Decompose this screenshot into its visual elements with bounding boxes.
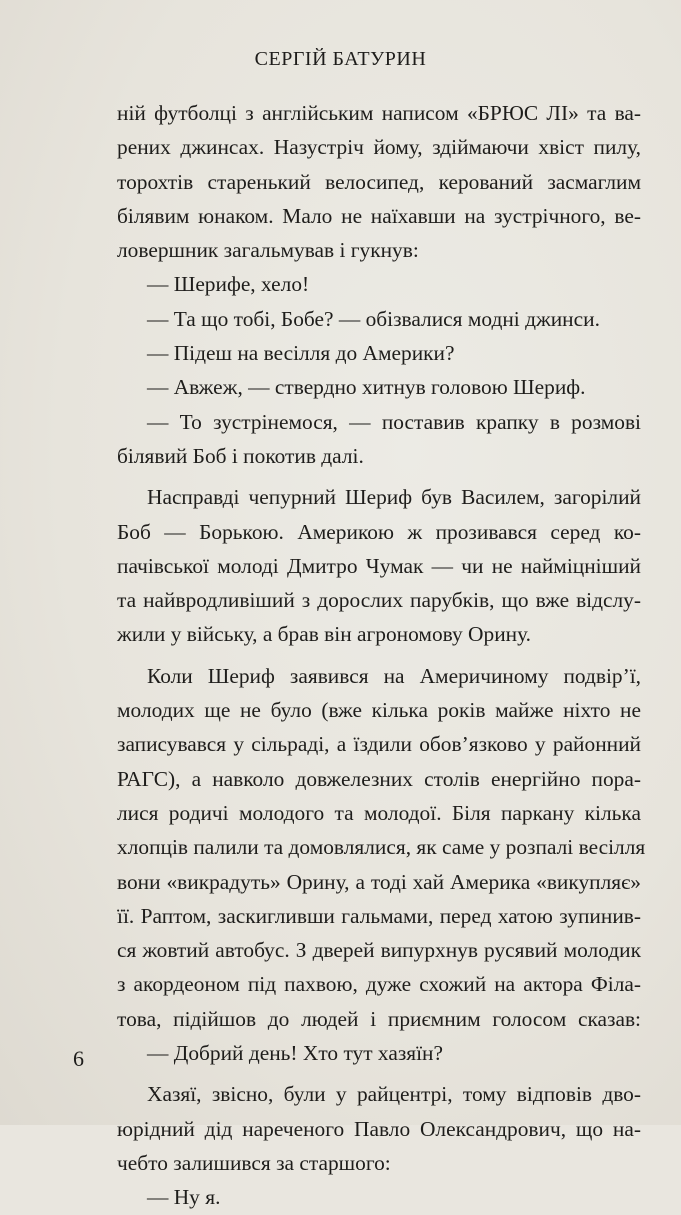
text-line: юрідний дід нареченого Павло Олександрович, що на-: [117, 1116, 641, 1141]
body-text: [117, 96, 646, 1215]
text-line: лися родичі молодого та молодої. Біля паркану кілька: [117, 800, 641, 825]
text-line: рених джинсах. Назустріч йому, здіймаючи хвіст пилу,: [117, 135, 641, 160]
text-line: ся жовтий автобус. З дверей випурхнув русявий молодик: [117, 938, 641, 963]
text-line: чебто залишився за старшого:: [117, 1150, 391, 1175]
text-line: Хазяї, звісно, були у райцентрі, тому відповів дво-: [147, 1082, 641, 1107]
text-line: білявий Боб і покотив далі.: [117, 443, 364, 468]
text-line: това, підійшов до людей і приємним голосом сказав:: [117, 1006, 641, 1031]
text-line: Коли Шериф заявився на Америчиному подвір’ї,: [147, 663, 641, 688]
text-line: — То зустрінемося, — поставив крапку в розмові: [147, 409, 641, 434]
text-line: записувався у сільраді, а їздили обов’язково у районний: [117, 732, 641, 757]
text-line: ловершник загальмував і гукнув:: [117, 238, 419, 263]
text-line: вони «викрадуть» Орину, а тоді хай Америка «викупляє»: [117, 869, 641, 894]
text-line: РАГС), а навколо довжелезних столів енергійно пора-: [117, 766, 641, 791]
text-line: — Добрий день! Хто тут хазяїн?: [147, 1041, 443, 1066]
text-line: Боб — Борькою. Америкою ж прозивався серед ко-: [117, 519, 641, 544]
text-line: жили у війську, а брав він агрономову Орину.: [117, 622, 531, 647]
text-line: пачівської молоді Дмитро Чумак — чи не найміцніший: [117, 553, 641, 578]
text-line: — Підеш на весілля до Америки?: [147, 341, 455, 366]
paragraph-gap: [117, 652, 641, 659]
text-line: білявим юнаком. Мало не наїхавши на зустрічного, ве-: [117, 203, 641, 228]
text-line: хлопців палили та домовлялися, як саме у розпалі весілля: [117, 835, 646, 860]
text-line: — Ну я.: [147, 1185, 221, 1210]
text-line: її. Раптом, заскигливши гальмами, перед хатою зупинив-: [117, 903, 641, 928]
text-line: торохтів старенький велосипед, керований засмаглим: [117, 169, 641, 194]
text-line: — Шерифе, хело!: [147, 272, 310, 297]
text-line: та найвродливіший з дорослих парубків, що вже відслу-: [117, 588, 641, 613]
paragraph-gap: [117, 1070, 641, 1077]
text-line: — Та що тобі, Бобе? — обізвалися модні джинси.: [147, 306, 600, 331]
paragraph-gap: [117, 473, 641, 480]
running-head: СЕРГІЙ БАТУРИН: [254, 48, 427, 70]
text-line: Насправді чепурний Шериф був Василем, загорілий: [147, 485, 641, 510]
text-line: з акордеоном під пахвою, дуже схожий на актора Філа-: [117, 972, 641, 997]
page-number: 6: [73, 1046, 84, 1071]
text-line: молодих ще не було (вже кілька років майже ніхто не: [117, 698, 641, 723]
text-line: ній футболці з англійським написом «БРЮС ЛІ» та ва-: [117, 101, 641, 125]
text-line: — Авжеж, — ствердно хитнув головою Шериф.: [147, 375, 586, 400]
